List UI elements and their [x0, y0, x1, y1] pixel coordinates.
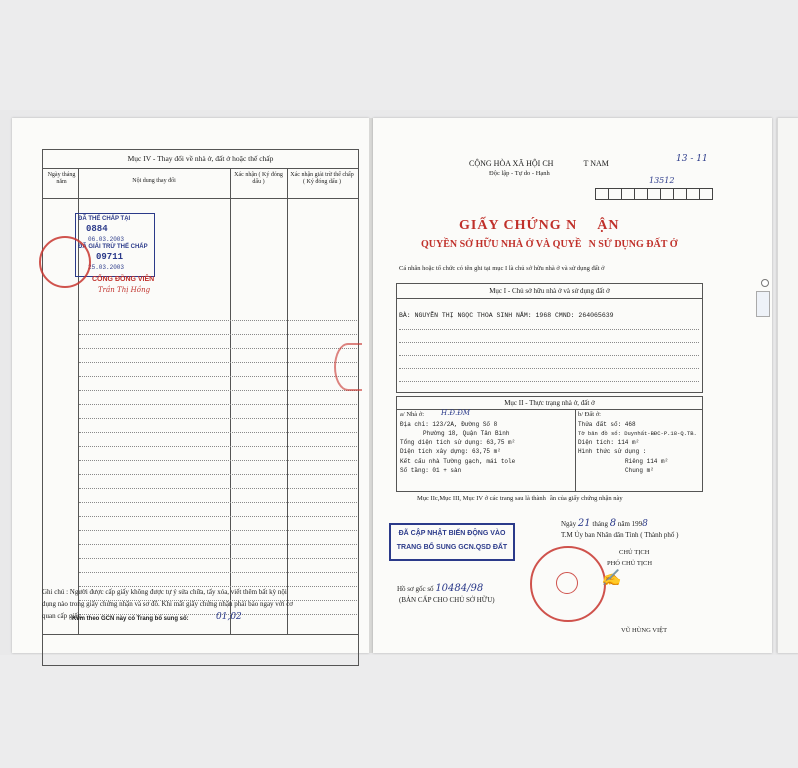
footer-divider [43, 634, 358, 635]
partial-red-seal [334, 343, 362, 391]
signature: ✍ [601, 568, 621, 587]
official-red-seal [530, 546, 606, 622]
info-icon [761, 279, 769, 287]
section-iv-title: Mục IV - Thay đổi về nhà ở, đất ở hoặc thế chấp [43, 150, 358, 169]
plot-number: Thửa đất số: 468 [578, 421, 636, 428]
background-top [0, 0, 798, 110]
serial-number-boxes [595, 188, 713, 198]
supplement-value: 01,02 [216, 612, 242, 622]
right-page [373, 118, 772, 653]
mortgage-stamp: ĐÃ THẾ CHẤP TẠI 0884 06.03.2003 ĐÃ GIẢI TRỪ THẾ CHẤP 09711 25.03.2003 [75, 213, 155, 277]
left-page [12, 118, 369, 653]
national-motto: Độc lập - Tự do - Hạnh [489, 170, 550, 177]
vice-chairman-label: PHÓ CHỦ TỊCH [607, 560, 653, 567]
signer-name: VŨ HÙNG VIỆT [621, 627, 668, 634]
handwritten-number: 13512 [649, 176, 675, 185]
bank-signature: Trần Thị Hồng [98, 286, 151, 294]
issue-date: Ngày 21 tháng 8 năm 1998 [561, 518, 648, 529]
construction-area: Diện tích xây dựng: 63,75 m² [400, 448, 501, 455]
private-use: Riêng 114 m² [625, 458, 669, 465]
note-line-1: Ghi chú : Người được cấp giấy không được tự ý sửa chữa, tẩy xóa, viết thêm bất kỳ nội [42, 588, 287, 596]
supplement-label: Kèm theo GCN này có Trang bổ sung số: [72, 616, 189, 622]
red-seal [39, 236, 91, 288]
handwritten-corner: 13 - 11 [676, 154, 708, 164]
update-stamp: ĐÃ CẬP NHẬT BIẾN ĐỘNG VÀO TRANG BỔ SUNG GCN.QSD ĐẤT [389, 523, 515, 561]
note-line-2: dụng nào trong giấy chứng nhận và sơ đồ. Khi mất giấy chứng nhận phải báo ngay với cơ [42, 600, 294, 608]
land-label: b/ Đất ở: [578, 411, 601, 418]
watermark-badge [756, 291, 770, 317]
section-ii-box [396, 396, 703, 492]
section-note: Mục IIc,Mục III, Mục IV ở các trang sau là thành ần của giấy chứng nhận này [417, 495, 623, 502]
column-divider [287, 168, 288, 635]
land-area: Diện tích: 114 m² [578, 439, 640, 446]
certificate-intro: Cá nhân hoặc tổ chức có tên ghi tại mục I là chủ sở hữu nhà ở và sử dụng đất ở [399, 265, 605, 272]
original-file-number: Hồ sơ gốc số 10484/98 [397, 583, 484, 594]
column-divider [230, 168, 231, 635]
column-content-header: Nội dung thay đổi [132, 178, 176, 184]
house-structure: Kết cấu nhà Tường gạch, mái tole [400, 458, 516, 465]
copy-note: (BẢN CẤP CHO CHỦ SỞ HỮU) [399, 596, 495, 604]
section-ii-title: Mục II - Thực trạng nhà ở, đất ở [504, 399, 595, 407]
adjacent-page-edge [777, 118, 798, 653]
background-bottom [0, 655, 798, 768]
use-form: Hình thức sử dụng : [578, 448, 647, 455]
house-label: a/ Nhà ở: [400, 411, 425, 418]
national-title: CỘNG HÒA XÃ HỘI CH T NAM [469, 159, 609, 168]
house-address-line-2: Phường 18, Quận Tân Bình [423, 430, 510, 437]
floor-count: Số tầng: 01 + sàn [400, 467, 462, 474]
column-date-header: Ngày tháng năm [47, 172, 76, 185]
common-use: Chung m² [625, 467, 654, 474]
column-release-header: Xác nhận giải trừ thế chấp ( Ký đóng dấu ) [290, 172, 354, 185]
total-use-area: Tổng diện tích sử dụng: 63,75 m² [400, 439, 516, 446]
header-divider [43, 198, 358, 199]
certificate-title: GIẤY CHỨNG N ẬN [459, 218, 620, 233]
issuing-authority: T.M Ủy ban Nhân dân Tỉnh ( Thành phố ) [561, 531, 679, 539]
bank-name: CỔNG ĐỒNG VIÊN [92, 276, 155, 283]
certificate-subtitle: QUYỀN SỞ HỮU NHÀ Ở VÀ QUYỀ N SỬ DỤNG ĐẤT Ở [421, 239, 678, 250]
note-line-3: quan cấp giấy. [42, 612, 83, 620]
owner-line: BÀ: NGUYỄN THỊ NGỌC THOA SINH NĂM: 1968 CMND: 264065639 [399, 312, 614, 319]
section-i-box [396, 283, 703, 393]
chairman-label: CHỦ TỊCH [619, 549, 650, 556]
map-sheet: Tờ bản đồ số: Duynhất-BĐC-P.18-Q.TB. [578, 430, 697, 437]
house-address-line-1: Địa chỉ: 123/2A, Đường Số 8 [400, 421, 498, 428]
house-handwritten: H.Đ.ĐM [441, 409, 471, 417]
section-i-title: Mục I - Chủ sở hữu nhà ở và sử dụng đất ở [489, 287, 610, 295]
column-confirm-header: Xác nhận ( Ký đóng dấu ) [234, 172, 283, 185]
